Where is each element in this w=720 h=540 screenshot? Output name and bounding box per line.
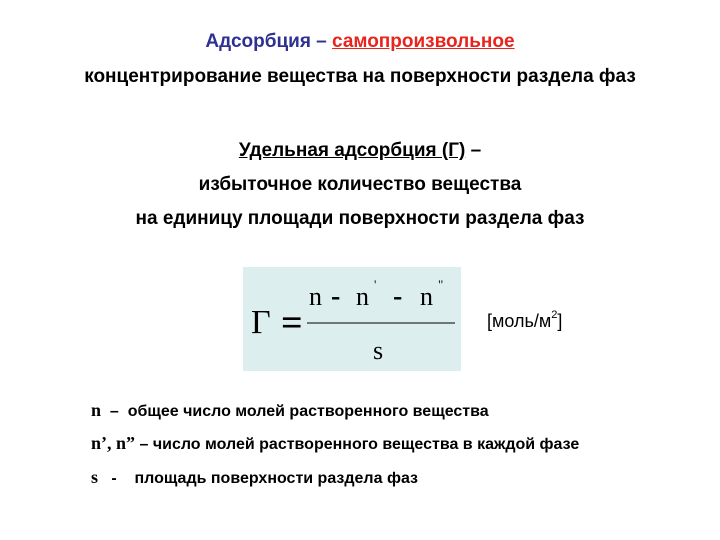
denominator-s: s — [373, 336, 384, 365]
definition-symbol: s — [91, 467, 99, 487]
specific-line-1: избыточное количество вещества — [198, 174, 522, 195]
equals-sign: = — [281, 302, 303, 344]
term-spontaneous: самопроизвольное — [332, 31, 515, 52]
prime-mark: ' — [374, 277, 377, 292]
minus-sign-2: - — [393, 281, 403, 312]
specific-adsorption-title — [0, 140, 720, 162]
definition-item — [91, 400, 489, 421]
numerator-n-prime: n — [356, 282, 369, 311]
definition-separator: - — [98, 470, 135, 487]
definition-separator: – — [101, 403, 128, 420]
numerator-n-double-prime: n — [420, 282, 433, 311]
specific-adsorption-term: Удельная адсорбция (Г) — [238, 140, 466, 161]
formula-box — [243, 267, 461, 371]
formula — [243, 267, 461, 371]
units-prefix: [моль/м — [487, 311, 552, 331]
gamma-symbol: Γ — [251, 304, 271, 341]
title-line — [0, 31, 720, 53]
numerator-n: n — [309, 282, 322, 311]
specific-line-2: на единицу площади поверхности раздела фаз — [135, 208, 585, 229]
definition-symbol: n’, n” — [91, 433, 136, 453]
term-adsorption: Адсорбция — [205, 31, 311, 52]
double-prime-mark: " — [438, 277, 444, 292]
definition-text: площадь поверхности раздела фаз — [134, 470, 418, 487]
definition-text: общее число молей растворенного вещества — [127, 403, 489, 420]
definition-item — [91, 467, 418, 488]
units-label — [487, 311, 562, 332]
definition-symbol: n — [91, 400, 102, 420]
definition-separator: – — [135, 436, 153, 453]
definition-line: концентрирование вещества на поверхности раздела фаз — [84, 66, 636, 87]
title-dash: – — [310, 31, 333, 52]
specific-dash: – — [465, 140, 482, 161]
definition-text: число молей растворенного вещества в каждой фазе — [152, 436, 580, 453]
definition-item — [91, 433, 579, 454]
minus-sign-1: - — [331, 281, 341, 312]
units-suffix: ] — [557, 311, 563, 331]
units-power: 2 — [551, 309, 558, 321]
